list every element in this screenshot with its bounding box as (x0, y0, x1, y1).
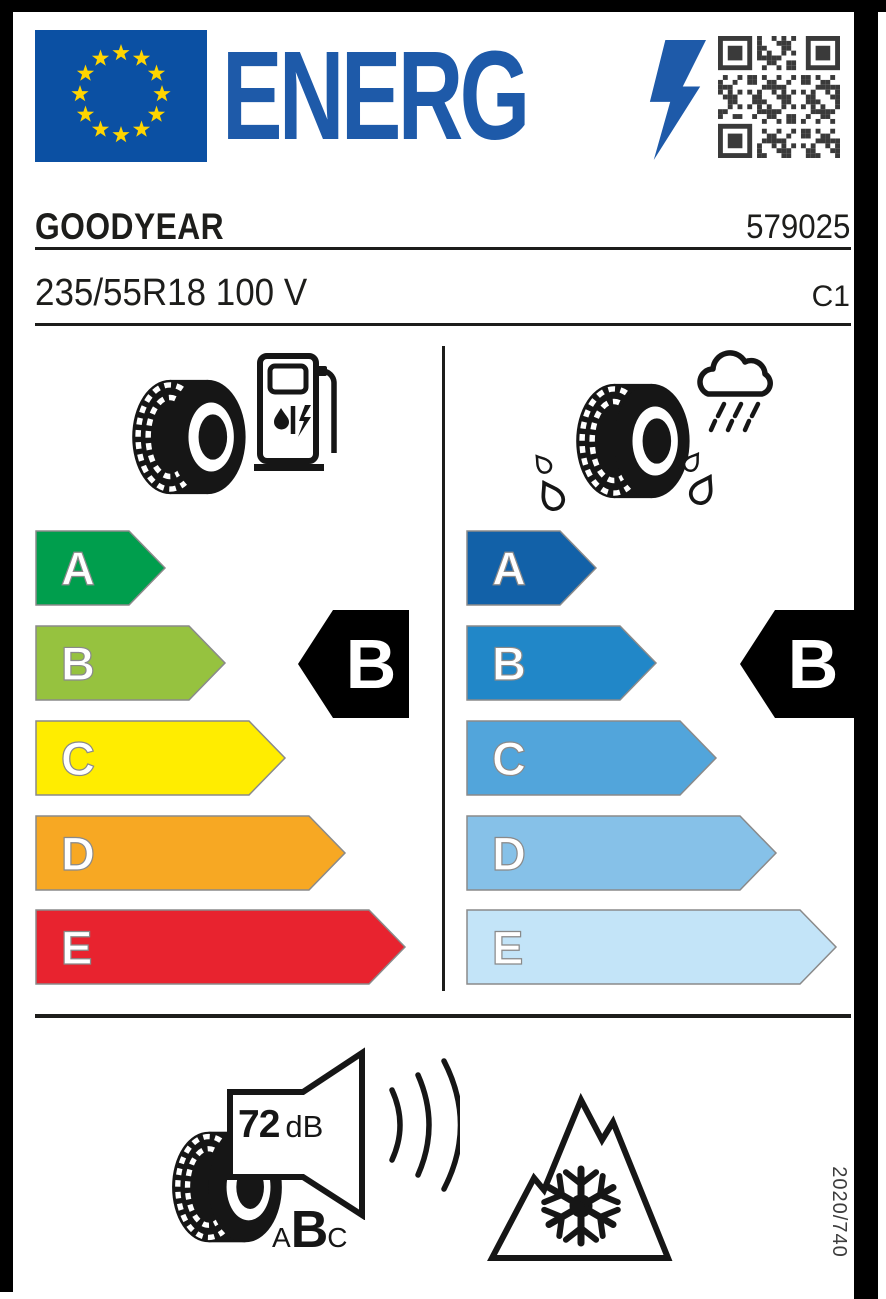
fuel-class-arrow-a: A (35, 530, 167, 606)
three-peak-mountain-snowflake-icon (486, 1090, 676, 1265)
wet-class-arrow-a: A (466, 530, 598, 606)
rain-cloud-icon (684, 346, 784, 458)
splash-drop-icon (531, 474, 571, 516)
wet-class-arrow-d: D (466, 815, 778, 891)
fuel-class-arrow-c: C (35, 720, 287, 796)
border-top (0, 0, 886, 12)
section-divider (35, 1014, 851, 1018)
qr-code (718, 36, 840, 158)
product-code: 579025 (745, 208, 850, 246)
wet-class-arrow-e: E (466, 909, 838, 985)
noise-value: 72 dB (238, 1103, 324, 1146)
fuel-pump-icon (252, 350, 340, 474)
fuel-class-arrow-b: B (35, 625, 227, 701)
fuel-rating-badge (296, 607, 412, 721)
tire-icon (572, 370, 698, 512)
border-right (854, 0, 878, 1299)
tire-class: C1 (811, 280, 850, 313)
wet-rating-letter: B (787, 625, 839, 703)
wet-class-arrow-b: B (466, 625, 658, 701)
fuel-class-arrow-d: D (35, 815, 347, 891)
divider-line (35, 247, 851, 250)
fuel-class-arrow-e: E (35, 909, 407, 985)
tire-dimensions: 235/55R18 100 V (35, 272, 308, 314)
border-left (0, 0, 13, 1292)
lightning-bolt-icon (646, 40, 706, 160)
wet-rating-badge (738, 607, 856, 721)
wet-class-arrow-c: C (466, 720, 718, 796)
noise-class-b-rating: B (290, 1201, 328, 1259)
brand-name: GOODYEAR (35, 206, 225, 247)
sound-waves-icon (382, 1055, 460, 1195)
divider-line (35, 323, 851, 326)
noise-class-a: A (272, 1222, 291, 1253)
tire-icon (128, 366, 254, 508)
regulation-number: 2020/740 (828, 1166, 850, 1258)
column-divider (442, 346, 445, 991)
noise-class-scale (272, 1200, 347, 1260)
energ-logo-text: ENERG (222, 24, 527, 166)
eu-flag (35, 30, 207, 162)
noise-class-c: C (327, 1222, 348, 1253)
fuel-rating-letter: B (345, 625, 397, 703)
